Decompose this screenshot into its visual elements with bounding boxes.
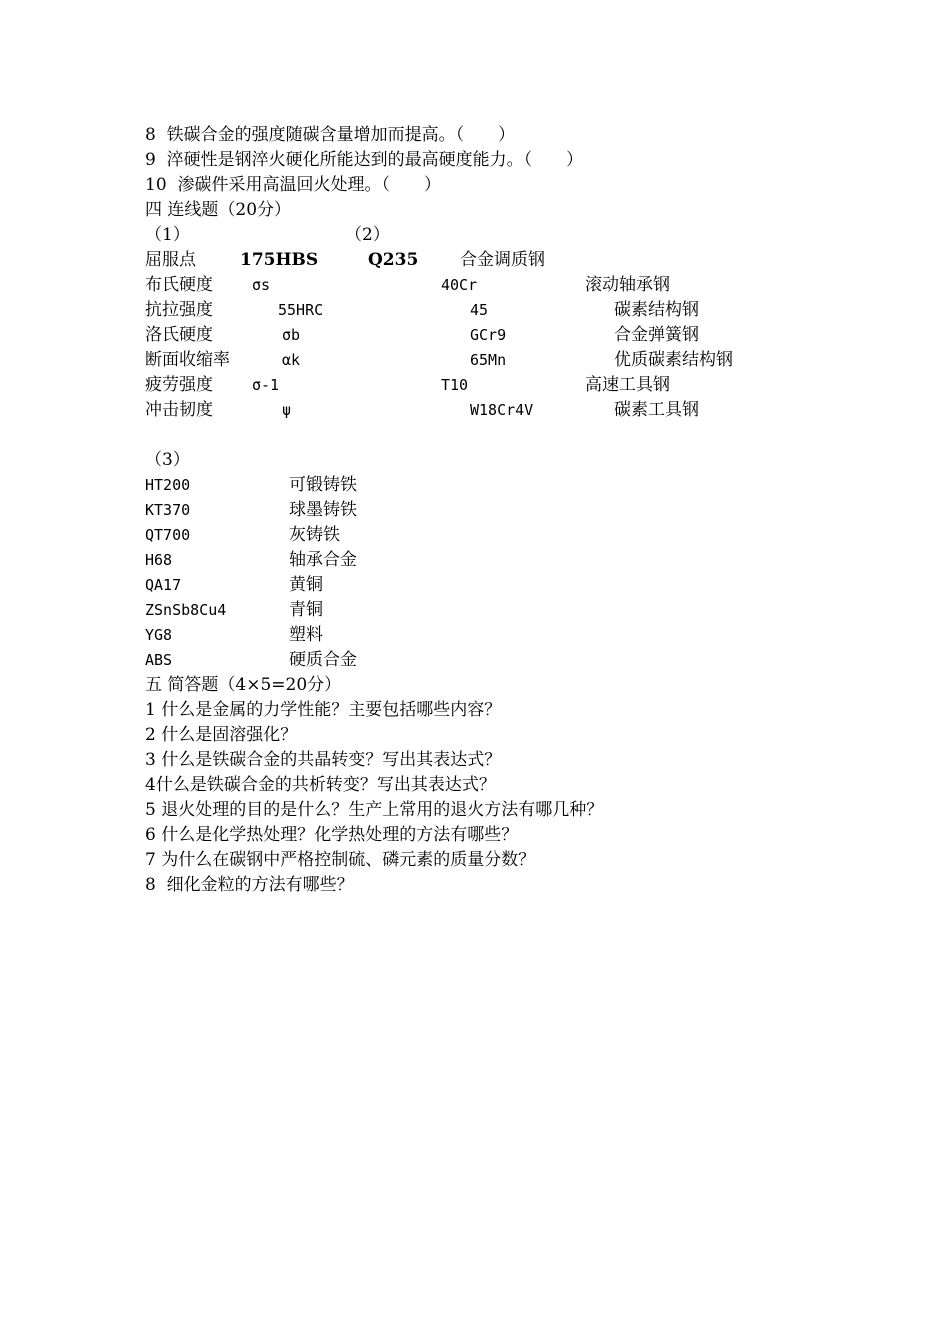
p1-symbol: σ-1 <box>252 376 280 394</box>
part-2-label: （2） <box>345 225 390 245</box>
p3-material: 球墨铸铁 <box>289 500 357 520</box>
p3-material: 可锻铸铁 <box>289 475 357 495</box>
p3-material: 塑料 <box>289 625 323 645</box>
section-4-heading: 四 连线题（20分） <box>145 200 292 220</box>
p1-term: 洛氏硬度 <box>145 325 213 345</box>
p2-category: 合金弹簧钢 <box>614 325 699 345</box>
p2-grade: 40Cr <box>441 276 478 294</box>
p2-category: 碳素工具钢 <box>614 400 699 420</box>
p2-category: 合金调质钢 <box>460 250 545 270</box>
section-5-heading: 五 简答题（4×5=20分） <box>145 675 342 695</box>
p3-grade: QA17 <box>145 576 182 594</box>
p3-material: 轴承合金 <box>289 550 357 570</box>
p1-term: 疲劳强度 <box>145 375 213 395</box>
p3-material: 硬质合金 <box>289 650 357 670</box>
question-item: 2 什么是固溶强化？ <box>145 725 298 745</box>
p1-symbol: σs <box>252 276 271 294</box>
part-1-label: （1） <box>145 225 190 245</box>
p2-category: 优质碳素结构钢 <box>614 350 733 370</box>
p3-grade: ZSnSb8Cu4 <box>145 601 227 619</box>
p2-grade: Q235 <box>368 250 419 270</box>
p1-term: 布氏硬度 <box>145 275 213 295</box>
tf-item-10: 10 渗碳件采用高温回火处理。（ ） <box>145 175 441 195</box>
p3-grade: QT700 <box>145 526 191 544</box>
p2-category: 滚动轴承钢 <box>585 275 670 295</box>
p3-material: 黄铜 <box>289 575 323 595</box>
p3-material: 青铜 <box>289 600 323 620</box>
p3-grade: YG8 <box>145 626 173 644</box>
question-item: 5 退火处理的目的是什么？生产上常用的退火方法有哪几种？ <box>145 800 604 820</box>
p2-category: 碳素结构钢 <box>614 300 699 320</box>
p1-symbol: σb <box>282 326 301 344</box>
question-item: 3 什么是铁碳合金的共晶转变？写出其表达式？ <box>145 750 502 770</box>
question-item: 4什么是铁碳合金的共析转变？写出其表达式？ <box>145 775 496 795</box>
p3-grade: HT200 <box>145 476 191 494</box>
p3-grade: KT370 <box>145 501 191 519</box>
p2-category: 高速工具钢 <box>585 375 670 395</box>
p2-grade: 65Mn <box>470 351 507 369</box>
p1-symbol: ψ <box>282 401 292 419</box>
question-item: 6 什么是化学热处理？化学热处理的方法有哪些？ <box>145 825 519 845</box>
p1-symbol: 55HRC <box>278 301 324 319</box>
p2-grade: W18Cr4V <box>470 401 534 419</box>
question-item: 7 为什么在碳钢中严格控制硫、磷元素的质量分数？ <box>145 850 536 870</box>
p3-grade: ABS <box>145 651 173 669</box>
p1-symbol: αk <box>282 351 301 369</box>
p2-grade: 45 <box>470 301 489 319</box>
p1-term: 断面收缩率 <box>145 350 230 370</box>
p2-grade: T10 <box>441 376 469 394</box>
question-item: 1 什么是金属的力学性能？主要包括哪些内容？ <box>145 700 502 720</box>
part-3-label: （3） <box>145 450 190 470</box>
p1-symbol: 175HBS <box>240 250 319 270</box>
p2-grade: GCr9 <box>470 326 507 344</box>
tf-item-9: 9 淬硬性是钢淬火硬化所能达到的最高硬度能力。（ ） <box>145 150 584 170</box>
question-item: 8 细化金粒的方法有哪些？ <box>145 875 354 895</box>
tf-item-8: 8 铁碳合金的强度随碳含量增加而提高。（ ） <box>145 125 516 145</box>
p3-grade: H68 <box>145 551 173 569</box>
p1-term: 抗拉强度 <box>145 300 213 320</box>
p3-material: 灰铸铁 <box>289 525 340 545</box>
p1-term: 屈服点 <box>145 250 196 270</box>
p1-term: 冲击韧度 <box>145 400 213 420</box>
